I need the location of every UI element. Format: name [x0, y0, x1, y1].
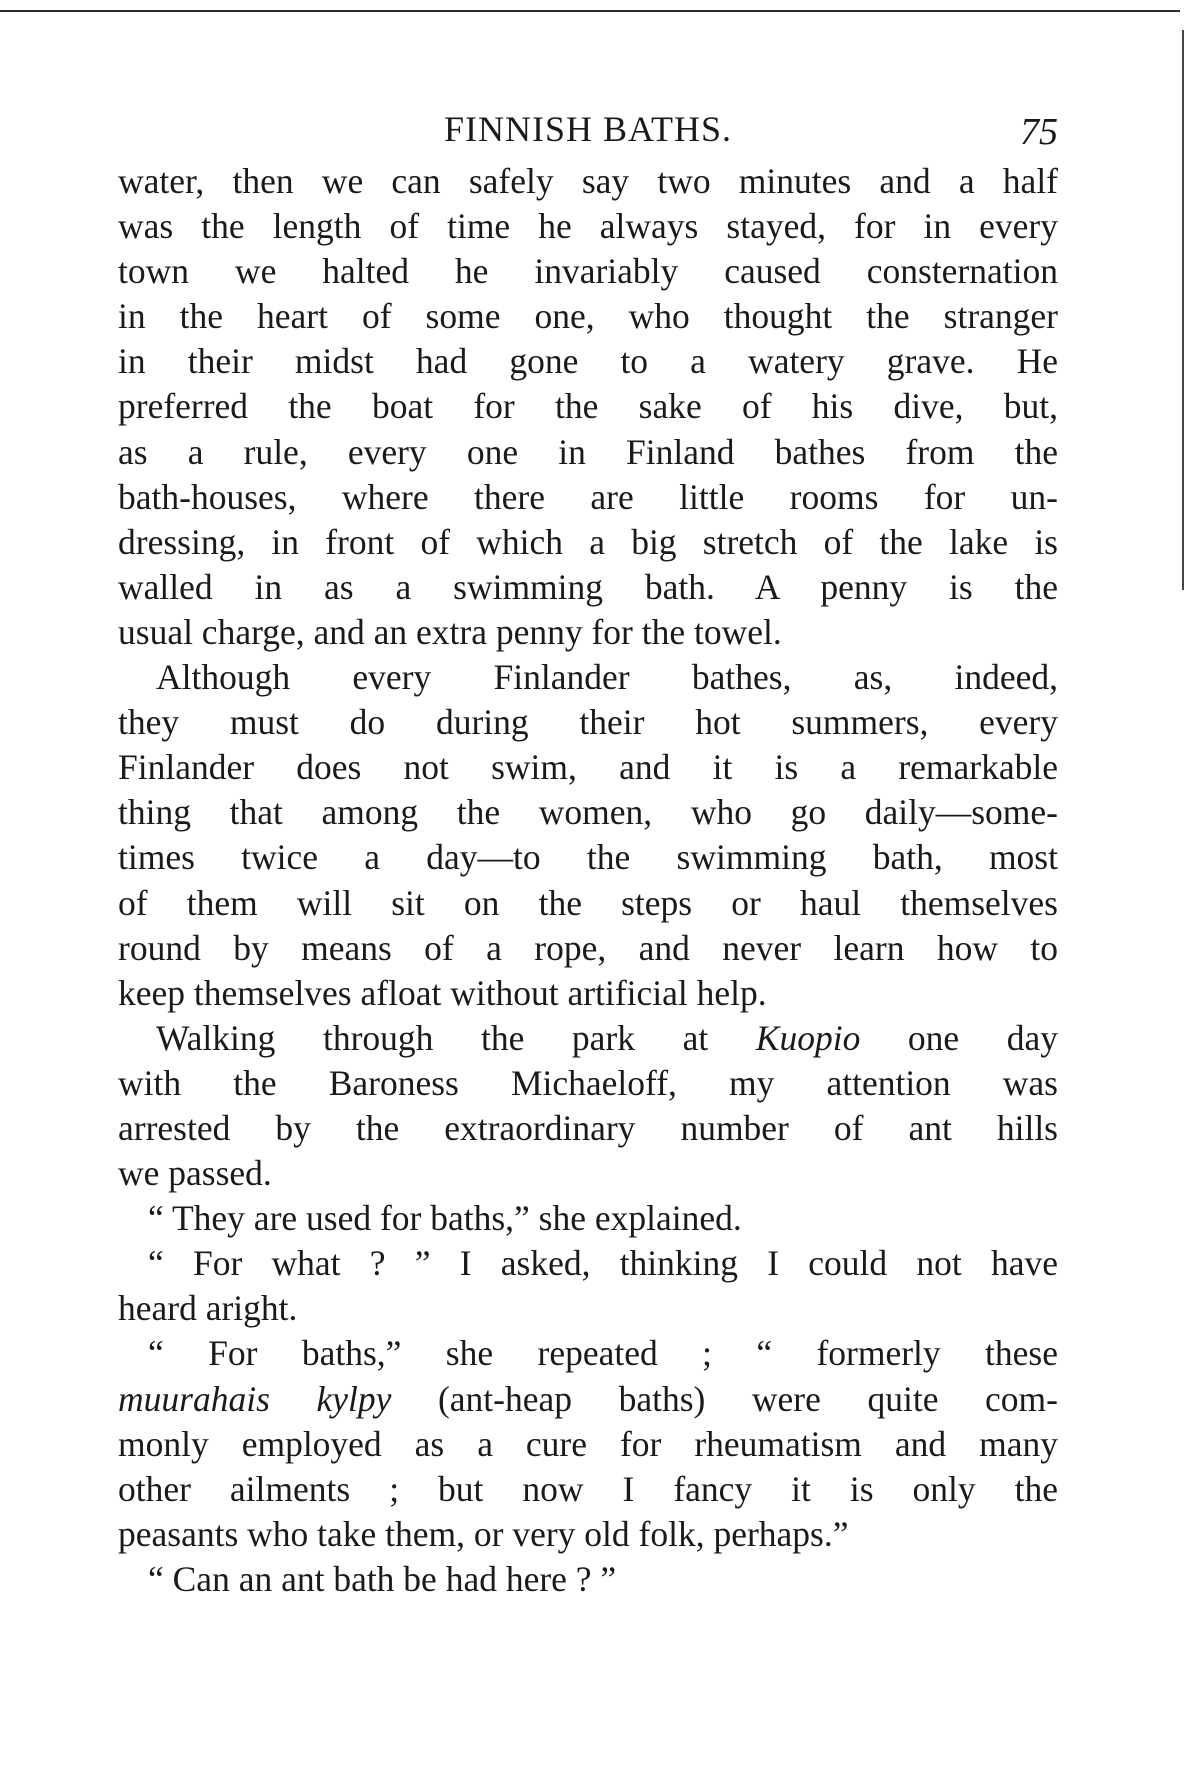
text-segment: Walking through the park at [156, 1017, 756, 1058]
text-line: times twice a day—to the swimming bath, most [118, 837, 1058, 878]
page-number: 75 [1020, 111, 1058, 153]
top-rule [0, 10, 1180, 12]
text-line: as a rule, every one in Finland bathes from the [118, 431, 1058, 472]
text-line: “ For what ? ” I asked, thinking I could not have [148, 1243, 1058, 1284]
italic-finnish-term: muurahais kylpy [118, 1378, 392, 1419]
text-line: preferred the boat for the sake of his dive, but, [118, 386, 1058, 427]
text-line: usual charge, and an extra penny for the towel. [118, 611, 782, 652]
text-line: monly employed as a cure for rheumatism and many [118, 1423, 1058, 1464]
text-line: town we halted he invariably caused consternation [118, 251, 1058, 292]
text-line: heard aright. [118, 1288, 298, 1329]
text-line: dressing, in front of which a big stretch of the lake is [118, 521, 1058, 562]
text-line: keep themselves afloat without artificial help. [118, 972, 767, 1013]
text-line: of them will sit on the steps or haul themselves [118, 882, 1058, 923]
text-segment: (ant-heap baths) were quite com- [391, 1378, 1058, 1419]
text-line: “ For baths,” she repeated ; “ formerly these [148, 1333, 1058, 1374]
body-text [118, 159, 1058, 1602]
text-line: water, then we can safely say two minutes and a half [118, 161, 1058, 201]
text-line: peasants who take them, or very old folk, perhaps.” [118, 1513, 849, 1554]
text-line: was the length of time he always stayed, for in every [118, 206, 1058, 247]
running-head: FINNISH BATHS. [443, 109, 733, 149]
text-line: Although every Finlander bathes, as, indeed, [156, 657, 1058, 698]
text-line: thing that among the women, who go daily—some- [118, 792, 1058, 833]
text-segment: one day [860, 1017, 1058, 1058]
text-line: walled in as a swimming bath. A penny is the [118, 566, 1058, 607]
text-line: “ They are used for baths,” she explained. [148, 1198, 742, 1239]
text-line: they must do during their hot summers, every [118, 702, 1058, 743]
text-line: bath-houses, where there are little rooms for un- [118, 476, 1058, 517]
text-line-with-italic [118, 1377, 1058, 1422]
text-line: we passed. [118, 1153, 272, 1194]
text-line-with-italic [118, 1016, 1058, 1061]
text-line: “ Can an ant bath be had here ? ” [148, 1558, 617, 1599]
text-line: round by means of a rope, and never learn how to [118, 927, 1058, 968]
text-line: in the heart of some one, who thought the stranger [118, 296, 1058, 337]
text-line: arrested by the extraordinary number of ant hills [118, 1107, 1058, 1148]
text-line: other ailments ; but now I fancy it is only the [118, 1468, 1058, 1509]
page-header [118, 108, 1058, 158]
page-edge-shadow [1182, 30, 1184, 590]
italic-place-name: Kuopio [755, 1017, 861, 1058]
text-line: with the Baroness Michaeloff, my attention was [118, 1062, 1058, 1103]
text-line: Finlander does not swim, and it is a remarkable [118, 747, 1058, 788]
text-line: in their midst had gone to a watery grave. He [118, 341, 1058, 382]
